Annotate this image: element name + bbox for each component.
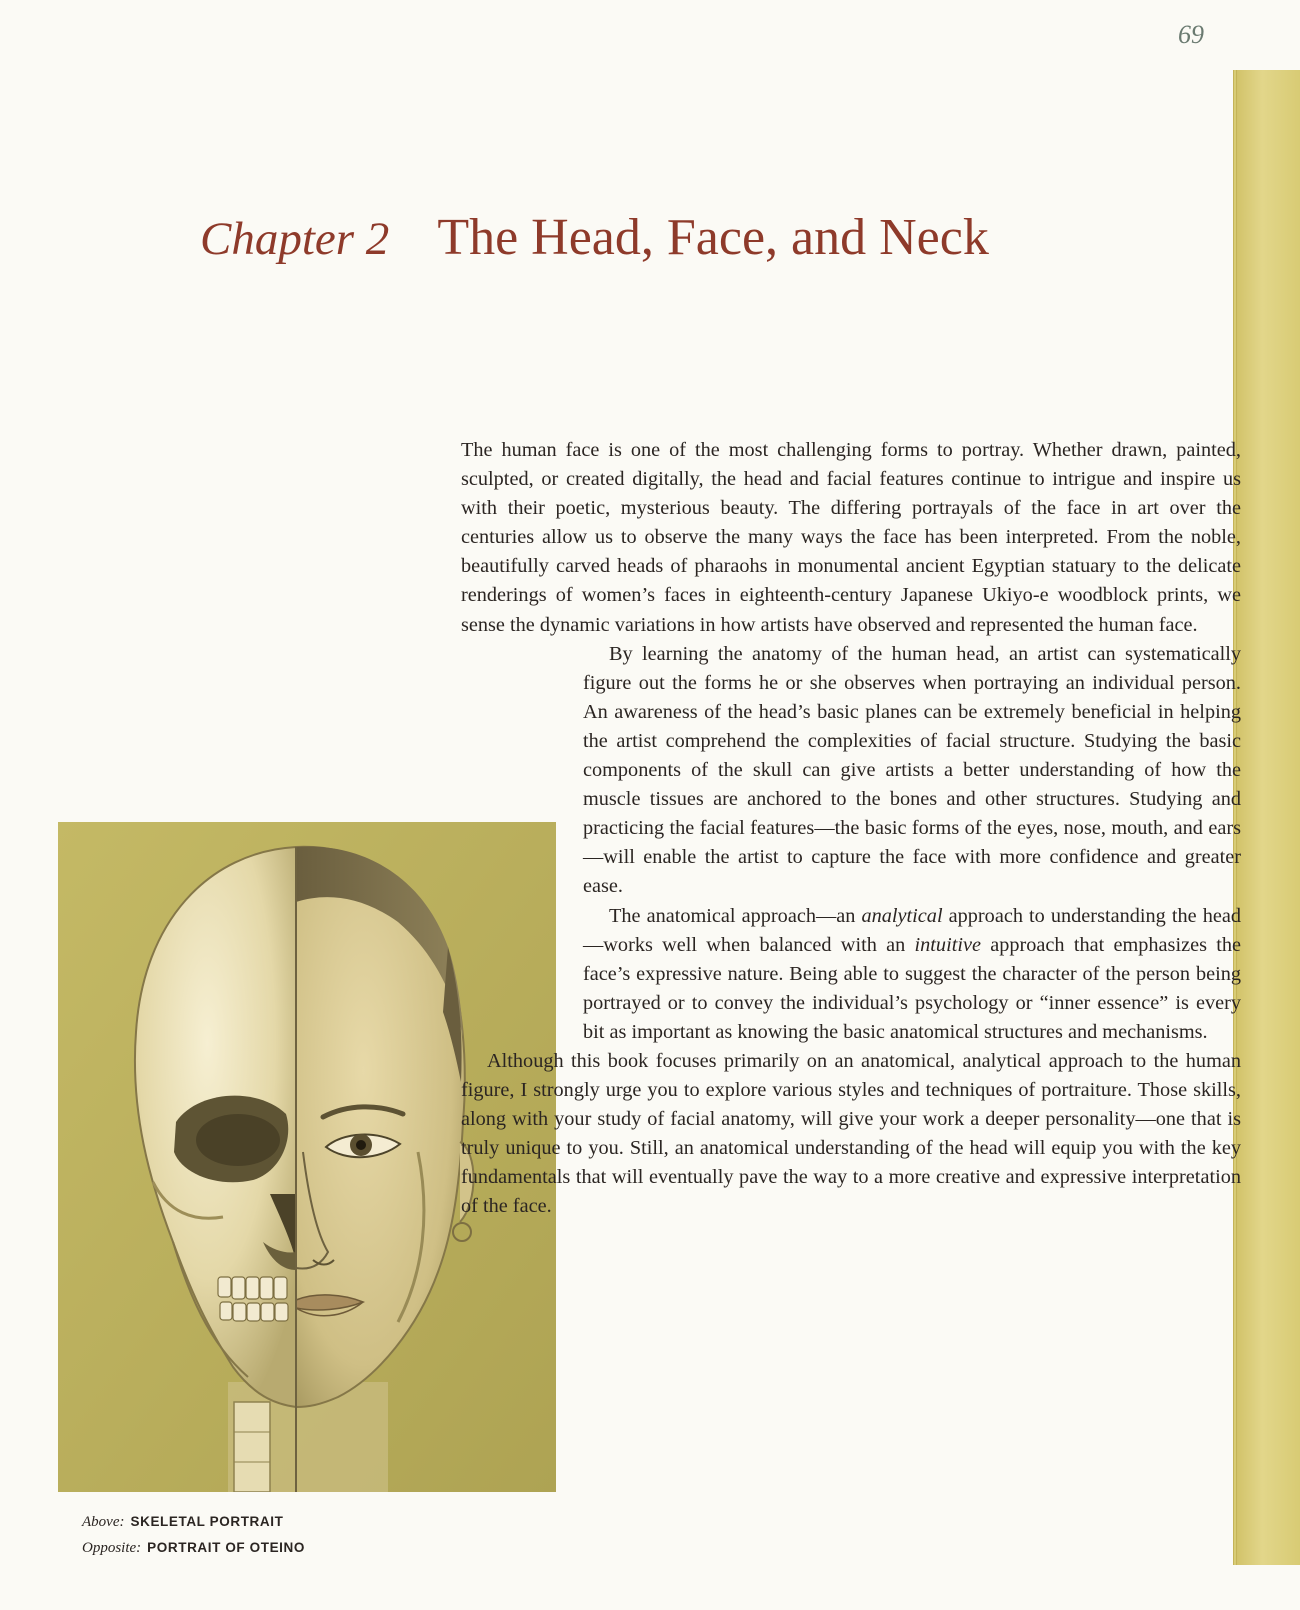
paragraph-3-emphasis-intuitive: intuitive [914, 933, 981, 956]
caption-opposite-label: Opposite: [82, 1540, 142, 1556]
paragraph-1: The human face is one of the most challenging forms to portray. Whether drawn, painted, sculpted, or created digitally, the head and facial features continue to intrigue and inspire us with their poetic, mysterious beauty. The differing portrayals of the face in art over the centuries allow us to observe the many ways the face has been interpreted. From the noble, beautifully carved heads of pharaohs in monumental ancient Egyptian statuary to the delicate renderings of women’s faces in eighteenth-century Japanese Ukiyo-e woodblock prints, we sense the dynamic variations in how artists have observed and represented the human face. [461, 439, 1241, 636]
paragraph-3-text-b: approach to understanding the head—works well when balanced with an [583, 904, 1241, 956]
paragraph-2-text: By learning the anatomy of the human head, an artist can systematically figure out the forms he or she observes when portraying an individual person. An awareness of the head’s basic planes can be extremely beneficial in helping the artist comprehend the complexities of facial structure. Studying the basic components of the skull can give artists a better understanding of how the muscle tissues are anchored to the bones and other structures. Studying and practicing the facial features—the basic forms of the eyes, nose, mouth, and ears—will enable the artist to capture the face with more confidence and greater ease. [583, 642, 1241, 898]
paragraph-3-text-a: The anatomical approach—an [609, 904, 862, 927]
caption-above-label: Above: [82, 1514, 125, 1530]
caption-opposite [82, 1540, 305, 1557]
paragraph-3-text-c: approach that emphasizes the face’s expressive nature. Being able to suggest the character of the person being portrayed or to convey the individual’s psychology or “inner essence” is every bit as important as knowing the basic anatomical structures and mechanisms. [583, 933, 1242, 1043]
body-text [461, 436, 1241, 1222]
paragraph-2 [461, 640, 1241, 902]
chapter-heading [200, 208, 989, 267]
chapter-title: The Head, Face, and Neck [437, 209, 989, 266]
chapter-label: Chapter 2 [200, 213, 390, 265]
page-number: 69 [1178, 20, 1204, 49]
caption-above-text: SKELETAL PORTRAIT [130, 1514, 284, 1529]
caption-above [82, 1514, 283, 1531]
paragraph-4: Although this book focuses primarily on an anatomical, analytical approach to the human figure, I strongly urge you to explore various styles and techniques of portraiture. Those skills, along with your study of facial anatomy, will give your work a deeper personality—one that is truly unique to you. Still, an anatomical understanding of the head will equip you with the key fundamentals that will eventually pave the way to a more creative and expressive interpretation of the face. [461, 1049, 1241, 1218]
caption-opposite-text: PORTRAIT OF OTEINO [147, 1540, 305, 1555]
paragraph-3-emphasis-analytical: analytical [861, 904, 943, 927]
decorative-gold-band [1233, 70, 1300, 1565]
figure-float-spacer [461, 698, 583, 1046]
